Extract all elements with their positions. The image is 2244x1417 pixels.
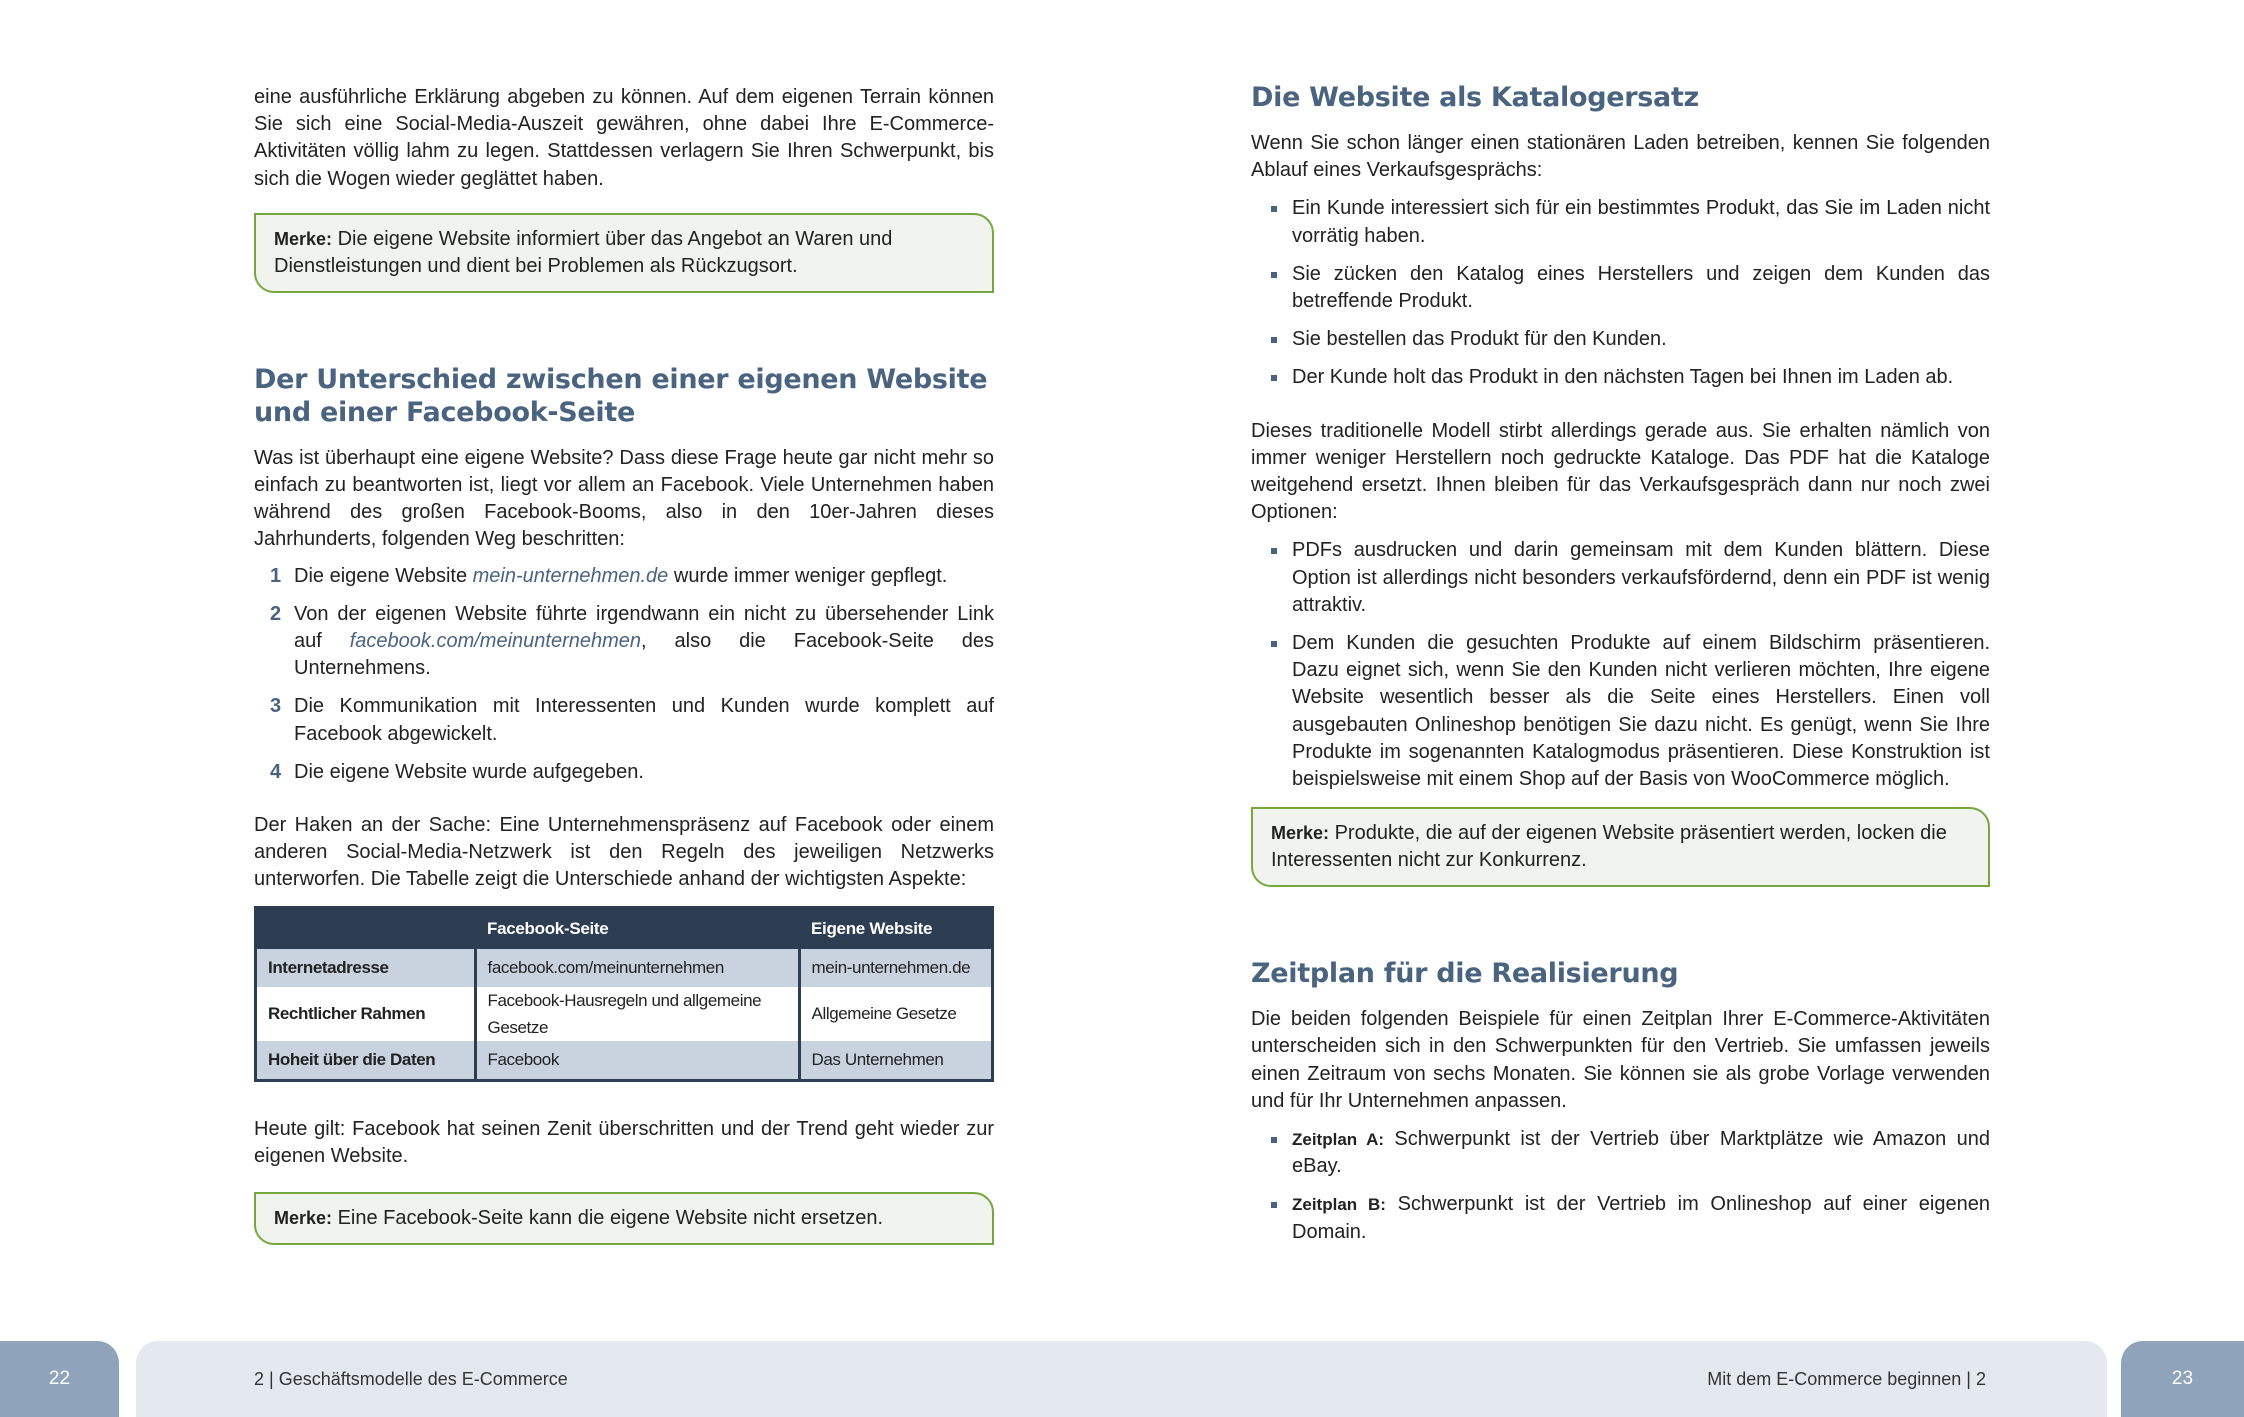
list-text: Von der eigenen Website führte irgendwann ein nicht zu übersehender Link auf <box>294 602 994 653</box>
table-cell: Facebook <box>475 1041 799 1081</box>
paragraph: Heute gilt: Facebook hat seinen Zenit überschritten und der Trend geht wieder zur eigenen Website. <box>254 1118 994 1168</box>
section-heading: Die Website als Katalogersatz <box>1251 82 1699 113</box>
paragraph: Dieses traditionelle Modell stirbt allerdings gerade aus. Sie erhalten nämlich von immer weniger Herstellern noch gedruckte Kataloge. Das PDF hat die Kataloge weitgehend ersetzt. Ihnen bleiben für das Verkaufsgespräch dann nur noch zwei Optionen: <box>1251 419 1990 524</box>
intro-paragraph: eine ausführliche Erklärung abgeben zu können. Auf dem eigenen Terrain können Sie sich eine Social-Media-Auszeit gewähren, ohne dabei Ihre E-Commerce-Aktivitäten völlig lahm zu legen. Stattdessen verlagern Sie Ihren Schwerpunkt, bis sich die Wogen wieder geglättet haben. <box>254 86 994 190</box>
chapter-title-right: Mit dem E-Commerce beginnen | 2 <box>1707 1369 1986 1389</box>
list-item <box>254 759 994 786</box>
list-item <box>254 601 994 683</box>
plan-text: Schwerpunkt ist der Vertrieb im Onlineshop auf einer eigenen Domain. <box>1292 1193 1990 1243</box>
chapter-title-left: 2 | Geschäftsmodelle des E-Commerce <box>254 1369 568 1389</box>
merke-box <box>254 1192 994 1245</box>
table-header: Eigene Website <box>799 907 993 949</box>
right-page <box>1251 84 1990 1257</box>
table-cell: Hoheit über die Daten <box>256 1041 476 1081</box>
list-number: 2 <box>270 602 282 625</box>
page-number-left: 22 <box>0 1341 119 1417</box>
section-heading: Zeitplan für die Realisierung <box>1251 958 1679 990</box>
list-item: Ein Kunde interessiert sich für ein bestimmtes Produkt, das Sie im Laden nicht vorrätig haben. <box>1251 195 1990 249</box>
table-row <box>256 987 993 1041</box>
list-item: Sie zücken den Katalog eines Herstellers und zeigen dem Kunden das betreffende Produkt. <box>1251 261 1990 315</box>
table-cell: mein-unternehmen.de <box>799 949 993 987</box>
list-number: 3 <box>270 695 282 718</box>
list-text: wurde immer weniger gepflegt. <box>668 564 948 587</box>
plan-label: Zeitplan B: <box>1292 1195 1386 1215</box>
list-number: 1 <box>270 564 282 587</box>
paragraph: Was ist überhaupt eine eigene Website? Dass diese Frage heute gar nicht mehr so einfach zu beantworten ist, liegt vor allem an Facebook. Viele Unternehmen haben während des großen Facebook-Booms, also in den 10er-Jahren dieses Jahrhunderts, folgenden Weg beschritten: <box>254 446 994 551</box>
link[interactable]: mein-unternehmen.de <box>472 564 669 587</box>
table-header <box>256 907 476 949</box>
bullet-list <box>1251 1126 1990 1246</box>
merke-label: Merke: <box>274 1208 333 1229</box>
table-cell: Allgemeine Gesetze <box>799 987 993 1041</box>
merke-box <box>254 213 994 293</box>
list-item <box>254 563 994 590</box>
link[interactable]: facebook.com/meinunternehmen <box>349 630 642 653</box>
list-text: Die Kommunikation mit Interessenten und Kunden wurde komplett auf Facebook abgewickelt. <box>294 695 994 745</box>
bullet-list <box>1251 537 1990 793</box>
list-text: , also die Facebook-Seite des Unternehmens. <box>294 630 994 680</box>
list-item: Dem Kunden die gesuchten Produkte auf einem Bildschirm präsentieren. Dazu eignet sich, wenn Sie den Kunden nicht verlieren möchten, Ihre eigene Website wesentlich besser als die Seite eines Herstellers. Einen voll ausgebauten Onlineshop benötigen Sie dazu nicht. Es genügt, wenn Sie Ihre Produkte im sogenannten Katalogmodus präsentieren. Diese Konstruktion ist beispielsweise mit einem Shop auf der Basis von WooCommerce möglich. <box>1251 630 1990 793</box>
table-cell: Rechtlicher Rahmen <box>256 987 476 1041</box>
paragraph: Die beiden folgenden Beispiele für einen Zeitplan Ihrer E-Commerce-Aktivitäten unterscheiden sich in den Schwerpunkten für den Vertrieb. Sie umfassen jeweils einen Zeitraum von sechs Monaten. Sie können sie als grobe Vorlage verwenden und für Ihr Unternehmen anpassen. <box>1251 1008 1990 1112</box>
table-header: Facebook-Seite <box>475 907 799 949</box>
table-cell: Internetadresse <box>256 949 476 987</box>
list-text: Die eigene Website wurde aufgegeben. <box>294 760 644 783</box>
table-cell: Das Unternehmen <box>799 1041 993 1081</box>
section-heading: Der Unterschied zwischen einer eigenen Website und einer Facebook-Seite <box>254 363 988 428</box>
list-text: Die eigene Website <box>294 564 473 587</box>
merke-label: Merke: <box>1271 823 1330 844</box>
merke-label: Merke: <box>274 228 333 249</box>
table-cell: facebook.com/meinunternehmen <box>475 949 799 987</box>
list-item: Sie bestellen das Produkt für den Kunden. <box>1251 326 1990 353</box>
list-item <box>1251 1191 1990 1245</box>
numbered-list <box>254 563 994 786</box>
merke-text: Produkte, die auf der eigenen Website präsentiert werden, locken die Interessenten nicht zur Konkurrenz. <box>1271 822 1947 872</box>
paragraph: Wenn Sie schon länger einen stationären Laden betreiben, kennen Sie folgenden Ablauf eines Verkaufsgesprächs: <box>1251 132 1990 182</box>
merke-text: Die eigene Website informiert über das Angebot an Waren und Dienstleistungen und dient bei Problemen als Rückzugsort. <box>274 227 893 277</box>
table-row <box>256 949 993 987</box>
merke-text: Eine Facebook-Seite kann die eigene Website nicht ersetzen. <box>337 1207 884 1230</box>
table-header-row <box>256 907 993 949</box>
table-row <box>256 1041 993 1081</box>
list-item <box>1251 1126 1990 1180</box>
plan-text: Schwerpunkt ist der Vertrieb über Marktplätze wie Amazon und eBay. <box>1292 1128 1990 1178</box>
bullet-list <box>1251 195 1990 391</box>
table-cell: Facebook-Hausregeln und allgemeine Gesetze <box>475 987 799 1041</box>
paragraph: Der Haken an der Sache: Eine Unternehmenspräsenz auf Facebook oder einem anderen Social-Media-Netzwerk ist den Regeln des jeweiligen Netzwerks unterworfen. Die Tabelle zeigt die Unterschiede anhand der wichtigsten Aspekte: <box>254 814 994 891</box>
merke-box <box>1251 807 1990 887</box>
list-item: PDFs ausdrucken und darin gemeinsam mit dem Kunden blättern. Diese Option ist allerdings nicht besonders verkaufsfördernd, denn ein PDF ist wenig attraktiv. <box>1251 537 1990 619</box>
list-number: 4 <box>270 760 282 783</box>
comparison-table <box>254 906 994 1082</box>
plan-label: Zeitplan A: <box>1292 1130 1385 1150</box>
page-number-right: 23 <box>2121 1341 2244 1417</box>
list-item: Der Kunde holt das Produkt in den nächsten Tagen bei Ihnen im Laden ab. <box>1251 364 1990 391</box>
left-page <box>254 84 994 1245</box>
list-item <box>254 693 994 747</box>
